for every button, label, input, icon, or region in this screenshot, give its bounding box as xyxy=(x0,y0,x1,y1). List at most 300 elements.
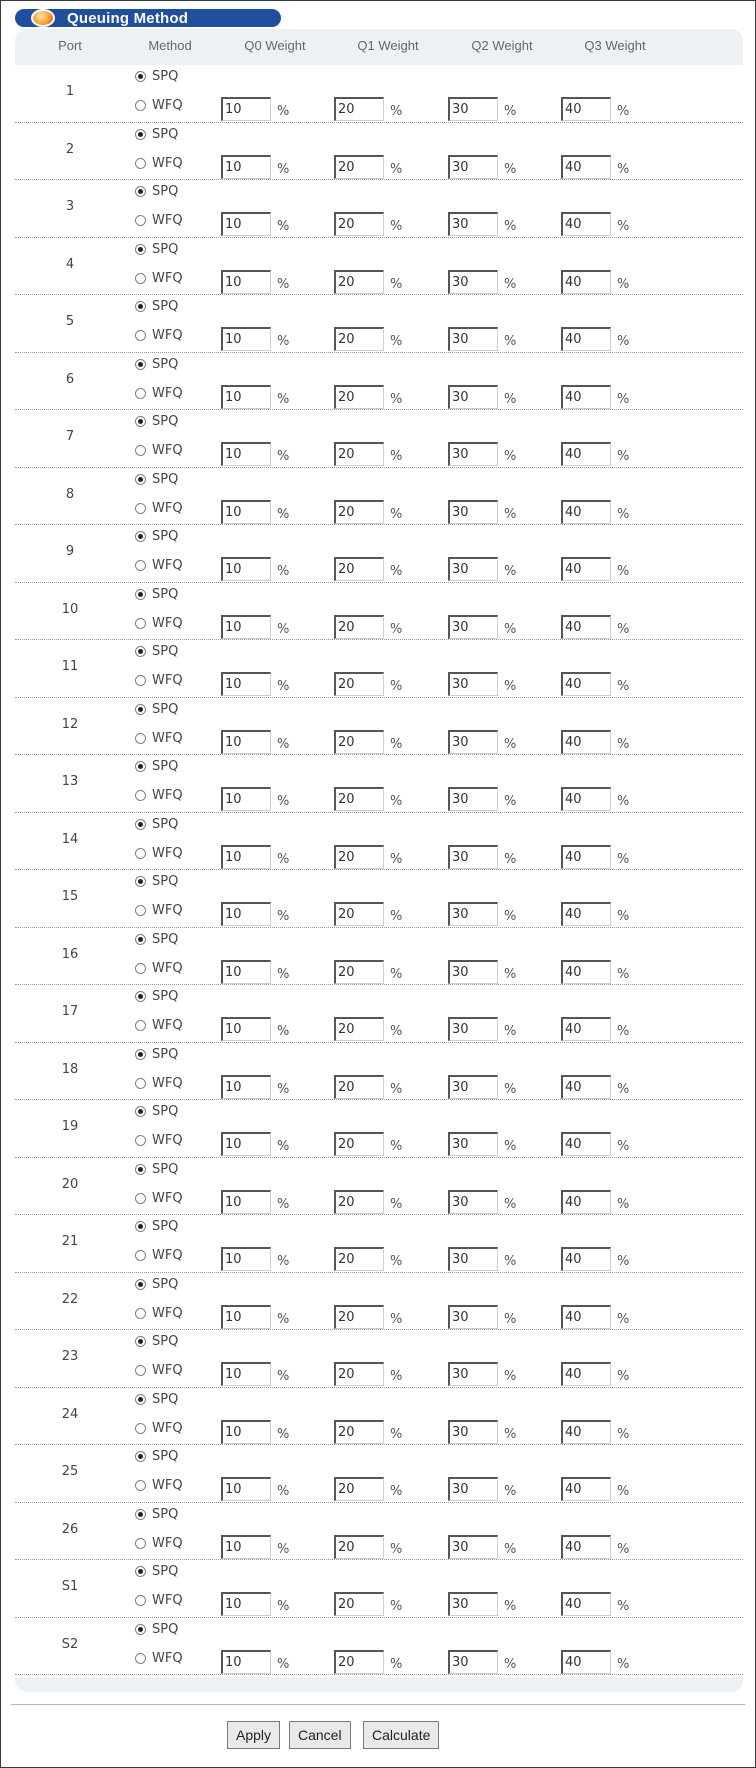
q2-weight-input[interactable] xyxy=(448,155,498,179)
radio-spq[interactable] xyxy=(135,1049,146,1060)
q2-weight-field xyxy=(448,270,516,294)
method-spq-option[interactable] xyxy=(135,817,178,832)
radio-wfq[interactable] xyxy=(135,905,146,916)
radio-wfq[interactable] xyxy=(135,503,146,514)
q2-weight-input[interactable] xyxy=(448,327,498,351)
q0-weight-input[interactable] xyxy=(221,1132,271,1156)
radio-wfq[interactable] xyxy=(135,273,146,284)
q0-weight-input[interactable] xyxy=(221,730,271,754)
method-spq-option[interactable] xyxy=(135,759,178,774)
q2-weight-input[interactable] xyxy=(448,1650,498,1674)
port-label: 3 xyxy=(65,199,75,214)
port-label: 12 xyxy=(61,716,79,732)
q1-weight-input[interactable] xyxy=(334,97,384,121)
method-spq-option[interactable] xyxy=(135,1392,178,1407)
q0-weight-input[interactable] xyxy=(221,1190,271,1214)
percent-unit: % xyxy=(617,851,630,867)
q2-weight-input[interactable] xyxy=(448,1592,498,1616)
q2-weight-input[interactable] xyxy=(448,902,498,926)
radio-spq[interactable] xyxy=(135,1451,146,1462)
method-spq-option[interactable] xyxy=(135,1564,178,1579)
port-label: 18 xyxy=(61,1061,79,1077)
q1-weight-input[interactable] xyxy=(334,1075,384,1099)
apply-button[interactable]: Apply xyxy=(227,1721,280,1749)
q2-weight-input[interactable] xyxy=(448,615,498,639)
q1-weight-input[interactable] xyxy=(334,1477,384,1501)
table-row xyxy=(15,870,743,928)
method-wfq-option[interactable] xyxy=(135,443,183,458)
radio-spq[interactable] xyxy=(135,359,146,370)
port-label: 26 xyxy=(61,1521,79,1537)
q1-weight-field xyxy=(334,385,402,409)
table-row xyxy=(15,525,743,583)
q2-weight-field xyxy=(448,1477,516,1501)
radio-wfq[interactable] xyxy=(135,1538,146,1549)
q0-weight-input[interactable] xyxy=(221,327,271,351)
method-option-label: WFQ xyxy=(152,213,183,228)
method-spq-option[interactable] xyxy=(135,1334,178,1349)
q2-weight-input[interactable] xyxy=(448,1190,498,1214)
q1-weight-field xyxy=(334,1477,402,1501)
method-option-label: SPQ xyxy=(152,1219,179,1234)
q0-weight-input[interactable] xyxy=(221,902,271,926)
q3-weight-input[interactable] xyxy=(561,1017,611,1041)
q1-weight-field xyxy=(334,845,402,869)
percent-unit: % xyxy=(617,391,630,407)
method-wfq-option[interactable] xyxy=(135,1076,183,1091)
q2-weight-input[interactable] xyxy=(448,1420,498,1444)
radio-spq[interactable] xyxy=(135,819,146,830)
method-spq-option[interactable] xyxy=(135,1219,178,1234)
q3-weight-input[interactable] xyxy=(561,730,611,754)
q3-weight-input[interactable] xyxy=(561,1535,611,1559)
q2-weight-input[interactable] xyxy=(448,787,498,811)
method-wfq-option[interactable] xyxy=(135,328,183,343)
percent-unit: % xyxy=(617,909,630,924)
q0-weight-field xyxy=(221,1535,289,1559)
radio-spq[interactable] xyxy=(135,71,146,82)
q2-weight-input[interactable] xyxy=(448,442,498,466)
q3-weight-input[interactable] xyxy=(561,960,611,984)
table-row xyxy=(15,295,743,353)
percent-unit: % xyxy=(277,1081,290,1097)
q1-weight-input[interactable] xyxy=(334,500,384,524)
q1-weight-input[interactable] xyxy=(334,385,384,409)
q1-weight-input[interactable] xyxy=(334,212,384,236)
method-spq-option[interactable] xyxy=(135,874,178,889)
q3-weight-input[interactable] xyxy=(561,1247,611,1271)
q1-weight-input[interactable] xyxy=(334,155,384,179)
q1-weight-input[interactable] xyxy=(334,672,384,696)
radio-spq[interactable] xyxy=(135,991,146,1002)
cancel-button[interactable]: Cancel xyxy=(289,1721,351,1749)
q3-weight-input[interactable] xyxy=(561,902,611,926)
method-wfq-option[interactable] xyxy=(135,846,183,861)
percent-unit: % xyxy=(504,104,517,119)
method-spq-option[interactable] xyxy=(135,1622,178,1637)
radio-wfq[interactable] xyxy=(135,215,146,226)
method-wfq-option[interactable] xyxy=(135,558,183,573)
method-spq-option[interactable] xyxy=(135,1047,178,1062)
q3-weight-input[interactable] xyxy=(561,500,611,524)
q0-weight-input[interactable] xyxy=(221,1247,271,1271)
q1-weight-input[interactable] xyxy=(334,1247,384,1271)
radio-wfq[interactable] xyxy=(135,1365,146,1376)
q1-weight-input[interactable] xyxy=(334,557,384,581)
q3-weight-input[interactable] xyxy=(561,442,611,466)
q3-weight-input[interactable] xyxy=(561,155,611,179)
q0-weight-input[interactable] xyxy=(221,212,271,236)
q2-weight-input[interactable] xyxy=(448,557,498,581)
q3-weight-input[interactable] xyxy=(561,1075,611,1099)
method-spq-option[interactable] xyxy=(135,1277,178,1292)
radio-wfq[interactable] xyxy=(135,1250,146,1261)
percent-unit: % xyxy=(617,1369,630,1384)
method-wfq-option[interactable] xyxy=(135,731,183,746)
percent-unit: % xyxy=(504,966,517,982)
q3-weight-field xyxy=(561,1305,629,1329)
q0-weight-input[interactable] xyxy=(221,1592,271,1616)
q1-weight-input[interactable] xyxy=(334,730,384,754)
method-spq-option[interactable] xyxy=(135,1449,178,1464)
q2-weight-input[interactable] xyxy=(448,1247,498,1271)
q3-weight-input[interactable] xyxy=(561,1477,611,1501)
q3-weight-input[interactable] xyxy=(561,615,611,639)
q1-weight-input[interactable] xyxy=(334,787,384,811)
method-spq-option[interactable] xyxy=(135,299,178,314)
method-option-label: SPQ xyxy=(152,299,179,314)
radio-wfq[interactable] xyxy=(135,1193,146,1204)
q0-weight-input[interactable] xyxy=(221,155,271,179)
radio-wfq[interactable] xyxy=(135,1423,146,1434)
method-option-label: WFQ xyxy=(152,1133,183,1148)
q1-weight-input[interactable] xyxy=(334,1132,384,1156)
q3-weight-input[interactable] xyxy=(561,557,611,581)
q1-weight-field xyxy=(334,1305,402,1329)
radio-wfq[interactable] xyxy=(135,388,146,399)
q3-weight-input[interactable] xyxy=(561,212,611,236)
method-wfq-option[interactable] xyxy=(135,616,183,631)
q0-weight-input[interactable] xyxy=(221,270,271,294)
q2-weight-input[interactable] xyxy=(448,97,498,121)
method-wfq-option[interactable] xyxy=(135,386,183,401)
radio-wfq[interactable] xyxy=(135,1308,146,1319)
method-wfq-option[interactable] xyxy=(135,1536,183,1551)
percent-unit: % xyxy=(277,276,290,292)
q1-weight-input[interactable] xyxy=(334,1017,384,1041)
q0-weight-input[interactable] xyxy=(221,442,271,466)
q3-weight-input[interactable] xyxy=(561,97,611,121)
q0-weight-input[interactable] xyxy=(221,1017,271,1041)
radio-spq[interactable] xyxy=(135,1279,146,1290)
table-row xyxy=(15,583,743,641)
method-spq-option[interactable] xyxy=(135,414,178,429)
radio-spq[interactable] xyxy=(135,934,146,945)
q1-weight-input[interactable] xyxy=(334,442,384,466)
q3-weight-input[interactable] xyxy=(561,1190,611,1214)
radio-spq[interactable] xyxy=(135,646,146,657)
percent-unit: % xyxy=(390,449,403,464)
method-wfq-option[interactable] xyxy=(135,788,183,803)
method-spq-option[interactable] xyxy=(135,702,178,717)
method-spq-option[interactable] xyxy=(135,989,178,1004)
radio-wfq[interactable] xyxy=(135,733,146,744)
q0-weight-field xyxy=(221,1592,289,1616)
radio-spq[interactable] xyxy=(135,186,146,197)
q2-weight-field xyxy=(448,615,516,639)
port-label: 1 xyxy=(65,84,75,99)
method-wfq-option[interactable] xyxy=(135,903,183,918)
q0-weight-input[interactable] xyxy=(221,385,271,409)
percent-unit: % xyxy=(277,1196,290,1212)
q1-weight-field xyxy=(334,1650,402,1674)
q3-weight-input[interactable] xyxy=(561,270,611,294)
q2-weight-input[interactable] xyxy=(448,845,498,869)
radio-spq[interactable] xyxy=(135,129,146,140)
method-spq-option[interactable] xyxy=(135,242,178,257)
method-wfq-option[interactable] xyxy=(135,213,183,228)
percent-unit: % xyxy=(504,161,517,177)
q2-weight-input[interactable] xyxy=(448,1535,498,1559)
q2-weight-field xyxy=(448,155,516,179)
radio-wfq[interactable] xyxy=(135,158,146,169)
radio-wfq[interactable] xyxy=(135,445,146,456)
q0-weight-input[interactable] xyxy=(221,1477,271,1501)
method-option-label: SPQ xyxy=(152,586,179,602)
q3-weight-input[interactable] xyxy=(561,1650,611,1674)
radio-spq[interactable] xyxy=(135,301,146,312)
percent-unit: % xyxy=(390,966,403,982)
radio-wfq[interactable] xyxy=(135,1078,146,1089)
percent-unit: % xyxy=(390,1484,403,1499)
q0-weight-input[interactable] xyxy=(221,1362,271,1386)
radio-wfq[interactable] xyxy=(135,1595,146,1606)
table-row xyxy=(15,1100,743,1158)
q1-weight-input[interactable] xyxy=(334,1305,384,1329)
radio-wfq[interactable] xyxy=(135,790,146,801)
q2-weight-input[interactable] xyxy=(448,1305,498,1329)
table-row xyxy=(15,755,743,813)
method-wfq-option[interactable] xyxy=(135,1478,183,1493)
q3-weight-input[interactable] xyxy=(561,327,611,351)
radio-spq[interactable] xyxy=(135,876,146,887)
q0-weight-input[interactable] xyxy=(221,1535,271,1559)
radio-spq[interactable] xyxy=(135,1336,146,1347)
method-wfq-option[interactable] xyxy=(135,1248,183,1263)
method-wfq-option[interactable] xyxy=(135,961,183,976)
radio-wfq[interactable] xyxy=(135,1135,146,1146)
q1-weight-input[interactable] xyxy=(334,270,384,294)
radio-wfq[interactable] xyxy=(135,848,146,859)
q0-weight-input[interactable] xyxy=(221,672,271,696)
q0-weight-input[interactable] xyxy=(221,1650,271,1674)
port-label: 24 xyxy=(61,1406,79,1422)
q3-weight-input[interactable] xyxy=(561,1420,611,1444)
radio-spq[interactable] xyxy=(135,704,146,715)
radio-spq[interactable] xyxy=(135,761,146,772)
method-wfq-option[interactable] xyxy=(135,271,183,286)
method-option-label: WFQ xyxy=(152,1363,183,1378)
q2-weight-field xyxy=(448,845,516,869)
percent-unit: % xyxy=(277,621,290,637)
q2-weight-input[interactable] xyxy=(448,730,498,754)
method-wfq-option[interactable] xyxy=(135,1593,183,1608)
q3-weight-field xyxy=(561,615,629,639)
percent-unit: % xyxy=(504,679,517,694)
percent-unit: % xyxy=(617,1426,630,1442)
q2-weight-input[interactable] xyxy=(448,672,498,696)
percent-unit: % xyxy=(277,449,290,464)
q2-weight-input[interactable] xyxy=(448,1362,498,1386)
q0-weight-input[interactable] xyxy=(221,960,271,984)
q3-weight-input[interactable] xyxy=(561,672,611,696)
method-wfq-option[interactable] xyxy=(135,1421,183,1436)
percent-unit: % xyxy=(617,1311,630,1327)
method-option-label: SPQ xyxy=(152,1391,179,1407)
method-wfq-option[interactable] xyxy=(135,1651,183,1666)
q0-weight-field xyxy=(221,1477,289,1501)
q3-weight-input[interactable] xyxy=(561,1362,611,1386)
radio-wfq[interactable] xyxy=(135,330,146,341)
radio-wfq[interactable] xyxy=(135,1480,146,1491)
q1-weight-input[interactable] xyxy=(334,327,384,351)
q2-weight-input[interactable] xyxy=(448,1017,498,1041)
percent-unit: % xyxy=(277,1426,290,1442)
method-spq-option[interactable] xyxy=(135,357,178,372)
method-wfq-option[interactable] xyxy=(135,98,183,113)
method-spq-option[interactable] xyxy=(135,932,178,947)
q0-weight-input[interactable] xyxy=(221,97,271,121)
method-wfq-option[interactable] xyxy=(135,1363,183,1378)
radio-spq[interactable] xyxy=(135,1164,146,1175)
port-label: 5 xyxy=(65,314,75,329)
radio-wfq[interactable] xyxy=(135,100,146,111)
method-spq-option[interactable] xyxy=(135,69,178,84)
radio-spq[interactable] xyxy=(135,1566,146,1577)
q0-weight-input[interactable] xyxy=(221,1305,271,1329)
radio-spq[interactable] xyxy=(135,1221,146,1232)
method-spq-option[interactable] xyxy=(135,127,178,142)
q2-weight-field xyxy=(448,787,516,811)
q2-weight-input[interactable] xyxy=(448,212,498,236)
q1-weight-input[interactable] xyxy=(334,902,384,926)
q1-weight-input[interactable] xyxy=(334,1420,384,1444)
radio-spq[interactable] xyxy=(135,1394,146,1405)
method-wfq-option[interactable] xyxy=(135,501,183,516)
method-spq-option[interactable] xyxy=(135,587,178,602)
method-spq-option[interactable] xyxy=(135,1162,178,1177)
radio-spq[interactable] xyxy=(135,416,146,427)
radio-spq[interactable] xyxy=(135,1509,146,1520)
q1-weight-input[interactable] xyxy=(334,1592,384,1616)
method-spq-option[interactable] xyxy=(135,472,178,487)
q2-weight-input[interactable] xyxy=(448,1477,498,1501)
radio-spq[interactable] xyxy=(135,589,146,600)
percent-unit: % xyxy=(504,794,517,809)
table-row xyxy=(15,985,743,1043)
method-option-label: WFQ xyxy=(152,155,183,171)
method-wfq-option[interactable] xyxy=(135,1018,183,1033)
q1-weight-input[interactable] xyxy=(334,1650,384,1674)
radio-spq[interactable] xyxy=(135,1624,146,1635)
q0-weight-field xyxy=(221,385,289,409)
radio-wfq[interactable] xyxy=(135,1020,146,1031)
percent-unit: % xyxy=(390,1541,403,1557)
q0-weight-field xyxy=(221,1132,289,1156)
q2-weight-input[interactable] xyxy=(448,1075,498,1099)
q2-weight-field xyxy=(448,212,516,236)
radio-spq[interactable] xyxy=(135,474,146,485)
q0-weight-input[interactable] xyxy=(221,500,271,524)
method-wfq-option[interactable] xyxy=(135,1306,183,1321)
q1-weight-input[interactable] xyxy=(334,1190,384,1214)
q2-weight-input[interactable] xyxy=(448,385,498,409)
q0-weight-input[interactable] xyxy=(221,557,271,581)
q2-weight-input[interactable] xyxy=(448,270,498,294)
q3-weight-input[interactable] xyxy=(561,1132,611,1156)
table-row xyxy=(15,640,743,698)
q1-weight-input[interactable] xyxy=(334,615,384,639)
calculate-button[interactable]: Calculate xyxy=(363,1721,439,1749)
method-spq-option[interactable] xyxy=(135,1104,178,1119)
radio-wfq[interactable] xyxy=(135,618,146,629)
method-wfq-option[interactable] xyxy=(135,1133,183,1148)
q0-weight-input[interactable] xyxy=(221,845,271,869)
percent-unit: % xyxy=(277,219,290,234)
q0-weight-input[interactable] xyxy=(221,1420,271,1444)
q2-weight-input[interactable] xyxy=(448,500,498,524)
method-spq-option[interactable] xyxy=(135,184,178,199)
q0-weight-input[interactable] xyxy=(221,787,271,811)
radio-wfq[interactable] xyxy=(135,675,146,686)
q0-weight-field xyxy=(221,1247,289,1271)
q2-weight-input[interactable] xyxy=(448,1132,498,1156)
q3-weight-input[interactable] xyxy=(561,385,611,409)
table-row xyxy=(15,1043,743,1101)
radio-wfq[interactable] xyxy=(135,963,146,974)
q1-weight-input[interactable] xyxy=(334,960,384,984)
method-spq-option[interactable] xyxy=(135,1507,178,1522)
section-title-bar xyxy=(15,9,281,27)
radio-wfq[interactable] xyxy=(135,1653,146,1664)
method-option-label: WFQ xyxy=(152,960,183,976)
method-option-label: WFQ xyxy=(152,1420,183,1436)
method-spq-option[interactable] xyxy=(135,644,178,659)
radio-wfq[interactable] xyxy=(135,560,146,571)
q3-weight-input[interactable] xyxy=(561,1592,611,1616)
q2-weight-input[interactable] xyxy=(448,960,498,984)
radio-spq[interactable] xyxy=(135,531,146,542)
method-option-label: WFQ xyxy=(152,1650,183,1666)
q0-weight-input[interactable] xyxy=(221,615,271,639)
method-wfq-option[interactable] xyxy=(135,1191,183,1206)
q2-weight-field xyxy=(448,385,516,409)
radio-spq[interactable] xyxy=(135,1106,146,1117)
method-spq-option[interactable] xyxy=(135,529,178,544)
q1-weight-input[interactable] xyxy=(334,845,384,869)
q1-weight-input[interactable] xyxy=(334,1535,384,1559)
q3-weight-input[interactable] xyxy=(561,787,611,811)
q3-weight-input[interactable] xyxy=(561,1305,611,1329)
q3-weight-field xyxy=(561,672,629,696)
method-wfq-option[interactable] xyxy=(135,673,183,688)
method-wfq-option[interactable] xyxy=(135,156,183,171)
radio-spq[interactable] xyxy=(135,244,146,255)
port-label: 19 xyxy=(61,1119,79,1134)
q3-weight-input[interactable] xyxy=(561,845,611,869)
q0-weight-input[interactable] xyxy=(221,1075,271,1099)
q1-weight-input[interactable] xyxy=(334,1362,384,1386)
